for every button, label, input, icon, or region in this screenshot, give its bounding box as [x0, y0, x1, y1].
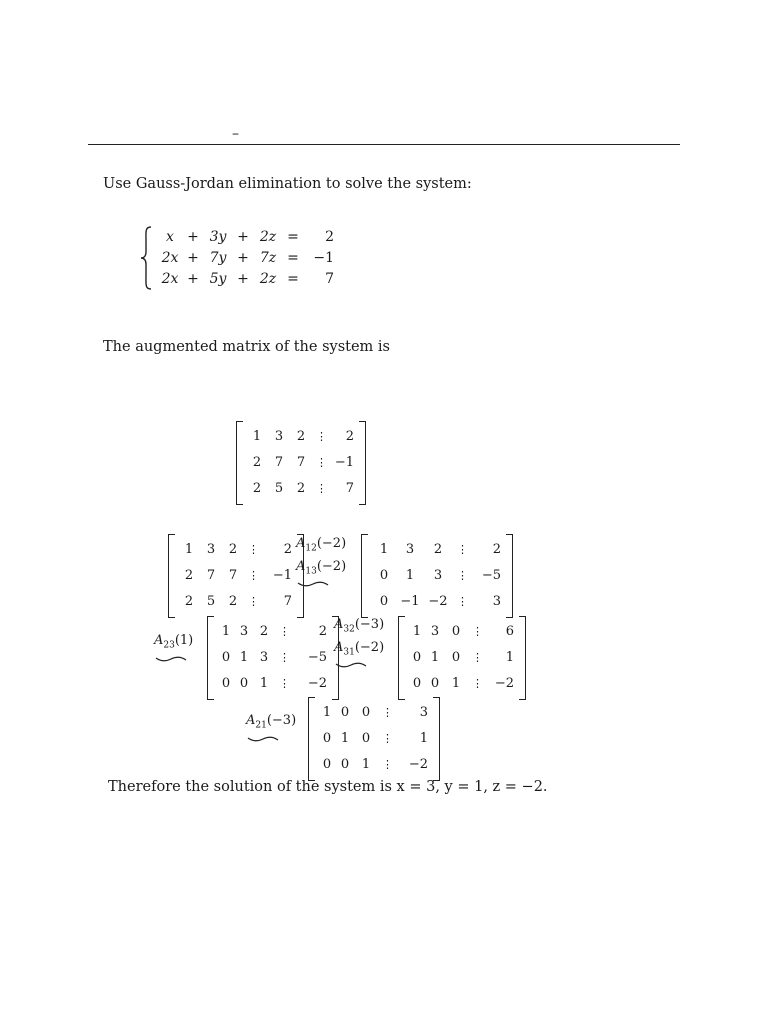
matrix-cell: 2 [345, 429, 354, 444]
row-operation-label [154, 632, 193, 655]
operation-subscript: 32 [343, 624, 355, 635]
row-operation-label [296, 535, 346, 558]
left-bracket [398, 616, 405, 700]
matrix-separator: ⋮ [248, 595, 258, 608]
augmented-matrix-text: The augmented matrix of the system is [103, 339, 390, 355]
equation-term: 7y [209, 249, 227, 266]
matrix-cell: 1 [412, 624, 422, 639]
equation-term: = [287, 228, 299, 245]
matrix-cell: 2 [252, 481, 262, 496]
matrix-cell: 3 [433, 568, 443, 583]
left-bracket [361, 534, 368, 618]
matrix-cell: 0 [412, 676, 422, 691]
matrix-cell: 2 [228, 542, 238, 557]
matrix-cell: 0 [412, 650, 422, 665]
matrix-cell: 7 [274, 455, 284, 470]
equation-term: + [237, 270, 249, 287]
matrix-cell: 0 [322, 757, 332, 772]
matrix-cell: 1 [340, 731, 350, 746]
matrix-cell: 0 [340, 757, 350, 772]
tilde-arrow-icon [296, 580, 330, 588]
matrix-cell: −2 [494, 676, 514, 691]
matrix-cell: 1 [184, 542, 194, 557]
equation-term: 2 [325, 228, 334, 245]
operation-argument: (−3) [266, 713, 297, 728]
matrix-cell: 3 [206, 542, 216, 557]
matrix-cell: 6 [505, 624, 514, 639]
equation-term: 5y [209, 270, 227, 287]
matrix-cell: −1 [272, 568, 292, 583]
right-bracket [433, 697, 440, 781]
equation-term: 7 [325, 270, 334, 287]
matrix-cell: 0 [379, 568, 389, 583]
operation-subscript: 23 [163, 640, 175, 651]
matrix-cell: 1 [451, 676, 461, 691]
equation-term: + [237, 228, 249, 245]
equation-term: + [187, 228, 199, 245]
matrix-entries [315, 697, 433, 781]
row-operation-label [296, 558, 346, 581]
equation-term: 2x [161, 270, 179, 287]
matrix-cell: −5 [481, 568, 501, 583]
matrix-cell: 2 [296, 481, 306, 496]
equation-term: + [187, 270, 199, 287]
operation-subscript: 13 [305, 566, 317, 577]
matrix-step-3 [207, 616, 339, 700]
matrix-cell: 2 [252, 455, 262, 470]
matrix-separator: ⋮ [279, 625, 289, 638]
equation-term: 2x [161, 249, 179, 266]
matrix-step-1 [168, 534, 304, 618]
operation-subscript: 31 [343, 647, 355, 658]
matrix-cell: 1 [259, 676, 269, 691]
matrix-separator: ⋮ [457, 595, 467, 608]
matrix-separator: ⋮ [316, 456, 326, 469]
matrix-separator: ⋮ [248, 543, 258, 556]
augmented-matrix [236, 421, 366, 505]
equation-term: 7z [259, 249, 277, 266]
matrix-cell: 0 [322, 731, 332, 746]
matrix-cell: 2 [296, 429, 306, 444]
matrix-cell: 7 [345, 481, 354, 496]
equation-term: = [287, 270, 299, 287]
tilde-arrow-icon [334, 661, 368, 669]
left-bracket [168, 534, 175, 618]
matrix-cell: 2 [184, 568, 194, 583]
matrix-separator: ⋮ [382, 706, 392, 719]
matrix-cell: 3 [274, 429, 284, 444]
right-bracket [519, 616, 526, 700]
equation-term: 2z [259, 228, 277, 245]
matrix-separator: ⋮ [472, 651, 482, 664]
left-bracket [236, 421, 243, 505]
operation-subscript: 12 [305, 543, 317, 554]
right-bracket [359, 421, 366, 505]
matrix-final [308, 697, 440, 781]
matrix-separator: ⋮ [316, 430, 326, 443]
matrix-cell: 3 [405, 542, 415, 557]
matrix-cell: 1 [252, 429, 262, 444]
matrix-cell: 1 [430, 650, 440, 665]
matrix-cell: 7 [296, 455, 306, 470]
header-rule [88, 144, 680, 145]
matrix-cell: 5 [206, 594, 216, 609]
matrix-separator: ⋮ [472, 625, 482, 638]
matrix-cell: 3 [419, 705, 428, 720]
matrix-step-2 [361, 534, 513, 618]
problem-statement: Use Gauss-Jordan elimination to solve the system: [103, 176, 472, 192]
matrix-cell: 1 [239, 650, 249, 665]
solution-statement: Therefore the solution of the system is x = 3, y = 1, z = −2. [108, 779, 548, 795]
operation-symbol: A [154, 633, 164, 648]
operation-argument: (−2) [354, 639, 385, 655]
matrix-cell: 0 [379, 594, 389, 609]
operation-symbol: A [296, 558, 306, 574]
matrix-cell: 0 [451, 650, 461, 665]
matrix-cell: 3 [239, 624, 249, 639]
tilde-arrow-icon [246, 735, 280, 743]
matrix-cell: 7 [283, 594, 292, 609]
left-brace-icon [140, 226, 152, 290]
equation-term: −1 [313, 249, 334, 266]
equation-term: 3y [209, 228, 227, 245]
matrix-separator: ⋮ [457, 569, 467, 582]
matrix-cell: 1 [361, 757, 371, 772]
matrix-cell: −2 [307, 676, 327, 691]
matrix-entries [243, 421, 359, 505]
operation-symbol: A [334, 617, 344, 632]
equation-term: + [237, 249, 249, 266]
matrix-cell: 1 [379, 542, 389, 557]
matrix-cell: −1 [334, 455, 354, 470]
right-bracket [506, 534, 513, 618]
operation-symbol: A [334, 639, 344, 655]
equation-term: = [287, 249, 299, 266]
matrix-cell: 1 [322, 705, 332, 720]
operation-symbol: A [246, 713, 256, 728]
matrix-entries [368, 534, 506, 618]
matrix-separator: ⋮ [382, 758, 392, 771]
row-operation-label [334, 639, 384, 662]
matrix-separator: ⋮ [316, 482, 326, 495]
matrix-cell: 7 [228, 568, 238, 583]
operation-symbol: A [296, 536, 306, 551]
matrix-cell: 2 [228, 594, 238, 609]
operation-argument: (−3) [354, 617, 385, 632]
matrix-cell: 3 [259, 650, 269, 665]
matrix-separator: ⋮ [279, 677, 289, 690]
matrix-cell: −1 [400, 594, 420, 609]
matrix-cell: 2 [492, 542, 501, 557]
matrix-cell: 7 [206, 568, 216, 583]
matrix-cell: 2 [433, 542, 443, 557]
matrix-step-4 [398, 616, 526, 700]
matrix-cell: 2 [283, 542, 292, 557]
equation-system [140, 222, 334, 294]
matrix-cell: 0 [361, 705, 371, 720]
row-operation-4 [246, 712, 296, 743]
equation-term: x [166, 228, 174, 245]
matrix-cell: 0 [221, 650, 231, 665]
matrix-separator: ⋮ [248, 569, 258, 582]
matrix-entries [214, 616, 332, 700]
header-mark: – [232, 126, 239, 142]
row-operation-1 [296, 535, 346, 588]
operation-argument: (1) [174, 633, 194, 648]
operation-argument: (−2) [316, 558, 347, 574]
matrix-entries [405, 616, 519, 700]
row-operation-2 [154, 632, 193, 663]
matrix-cell: −2 [408, 757, 428, 772]
matrix-separator: ⋮ [457, 543, 467, 556]
matrix-cell: 0 [361, 731, 371, 746]
matrix-cell: 3 [492, 594, 501, 609]
matrix-cell: 0 [221, 676, 231, 691]
equation-grid [158, 229, 334, 288]
operation-subscript: 21 [255, 720, 267, 731]
row-operation-label [334, 616, 384, 639]
matrix-cell: 0 [239, 676, 249, 691]
equation-term: + [187, 249, 199, 266]
matrix-cell: 2 [318, 624, 327, 639]
left-bracket [207, 616, 214, 700]
matrix-separator: ⋮ [472, 677, 482, 690]
row-operation-label [246, 712, 296, 735]
left-bracket [308, 697, 315, 781]
matrix-cell: 3 [430, 624, 440, 639]
matrix-separator: ⋮ [382, 732, 392, 745]
matrix-separator: ⋮ [279, 651, 289, 664]
operation-argument: (−2) [316, 536, 347, 551]
matrix-cell: 2 [184, 594, 194, 609]
matrix-cell: −5 [307, 650, 327, 665]
matrix-cell: −2 [428, 594, 448, 609]
matrix-cell: 1 [419, 731, 428, 746]
matrix-cell: 0 [340, 705, 350, 720]
row-operation-3 [334, 616, 384, 669]
tilde-arrow-icon [154, 655, 188, 663]
matrix-cell: 0 [430, 676, 440, 691]
matrix-cell: 1 [405, 568, 415, 583]
matrix-cell: 5 [274, 481, 284, 496]
matrix-cell: 1 [505, 650, 514, 665]
equation-term: 2z [259, 270, 277, 287]
matrix-cell: 1 [221, 624, 231, 639]
matrix-cell: 2 [259, 624, 269, 639]
matrix-cell: 0 [451, 624, 461, 639]
matrix-entries [175, 534, 297, 618]
